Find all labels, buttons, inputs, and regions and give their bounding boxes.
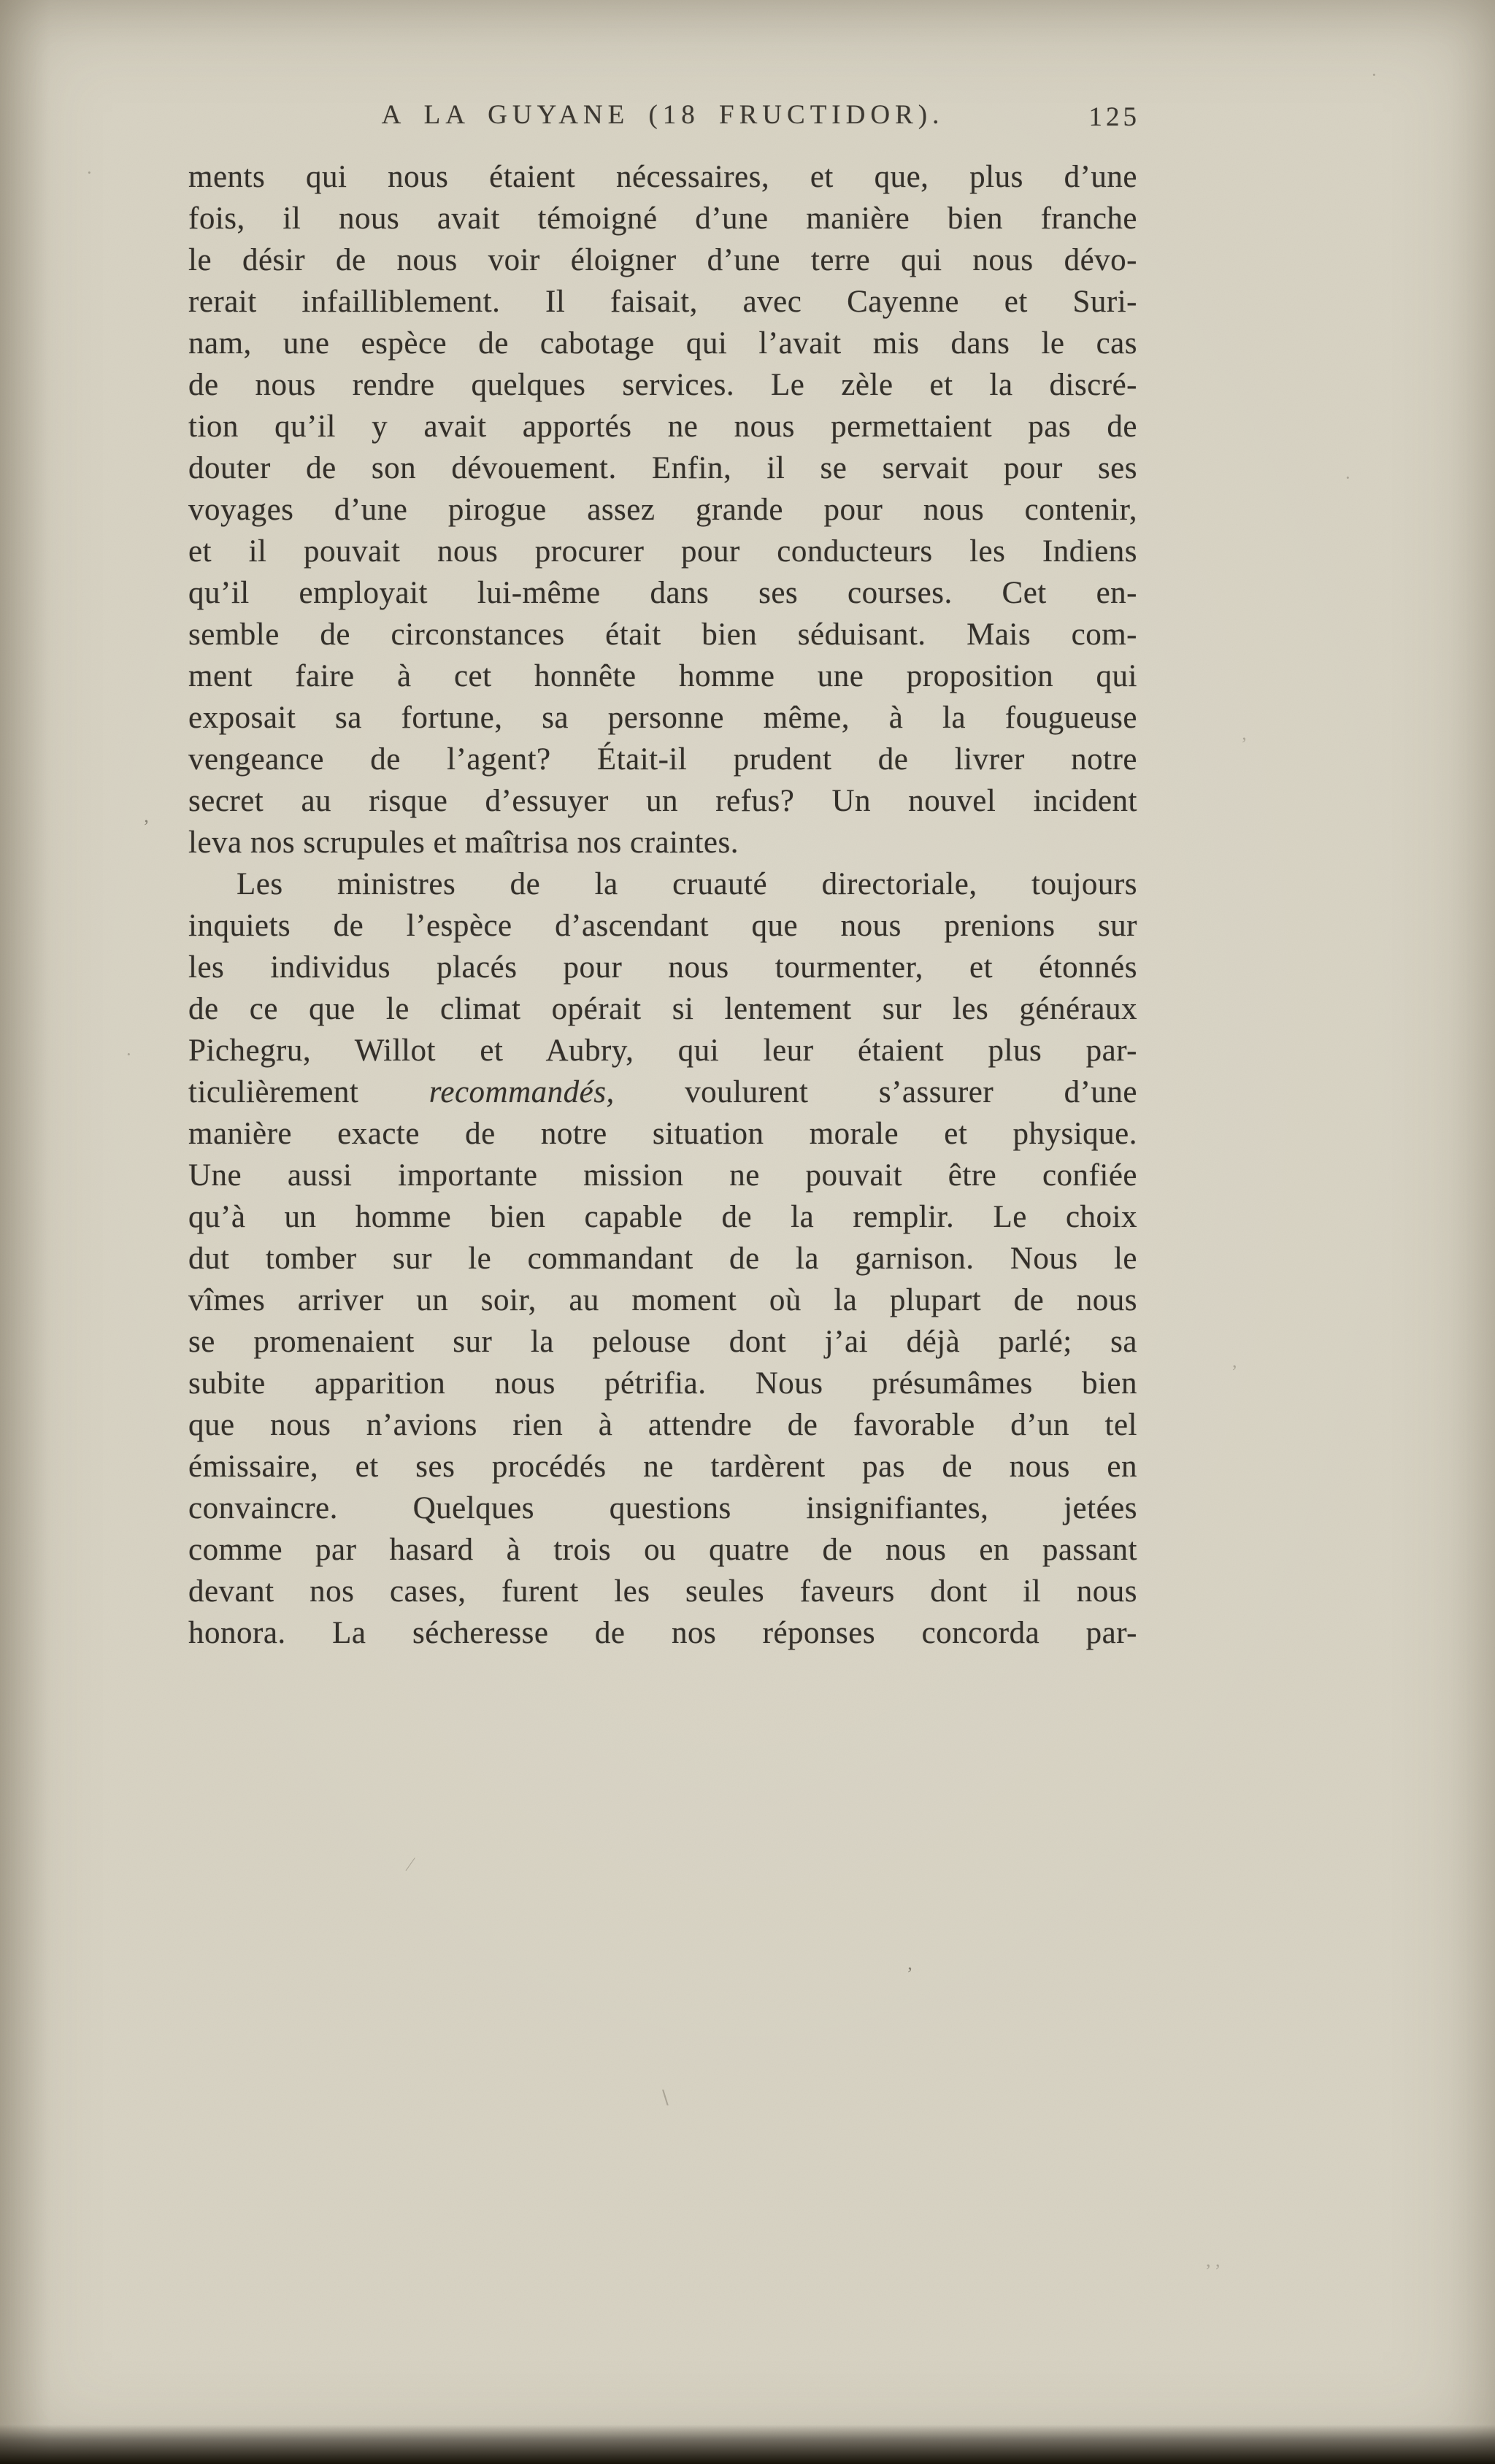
page-bottom-edge-shadow [0,2425,1495,2464]
scan-speck: ’ [143,816,150,837]
text-line: le désir de nous voir éloigner d’une terre qui nous dévo- [188,243,1137,277]
scan-speck: · [1371,64,1377,85]
text-run: ticulièrement [188,1075,429,1109]
text-line: comme par hasard à trois ou quatre de nous en passant [188,1533,1137,1567]
scan-speck: · [86,162,93,183]
text-line: qu’à un homme bien capable de la remplir. Le choix [188,1200,1137,1234]
text-line: dut tomber sur le commandant de la garnison. Nous le [188,1241,1137,1276]
page-gutter-shadow [0,0,51,2464]
scan-speck: ⁄ [409,1854,412,1875]
paragraph [188,156,1137,863]
text-line: rerait infailliblement. Il faisait, avec Cayenne et Suri- [188,285,1137,319]
text-line: que nous n’avions rien à attendre de favorable d’un tel [188,1408,1137,1442]
text-line: devant nos cases, furent les seules faveurs dont il nous [188,1574,1137,1609]
text-line: les individus placés pour nous tourmenter, et étonnés [188,950,1137,985]
text-line: vengeance de l’agent? Était-il prudent de livrer notre [188,742,1137,777]
text-block [188,156,1137,1654]
scan-speck: ‚ [1241,723,1248,744]
text-line: subite apparition nous pétrifia. Nous présumâmes bien [188,1366,1137,1401]
text-line: de ce que le climat opérait si lentement sur les généraux [188,992,1137,1026]
text-line: semble de circonstances était bien séduisant. Mais com- [188,617,1137,652]
text-line: leva nos scrupules et maîtrisa nos craintes. [188,825,739,860]
text-line: manière exacte de notre situation morale et physique. [188,1117,1137,1151]
italic-word: recommandés, [428,1075,615,1109]
scan-speck: ’ [907,1963,913,1984]
text-line: tion qu’il y avait apportés ne nous permettaient pas de [188,409,1137,444]
text-line: convaincre. Quelques questions insignifiantes, jetées [188,1491,1137,1525]
text-line: douter de son dévouement. Enfin, il se servait pour ses [188,451,1137,485]
text-line: fois, il nous avait témoigné d’une manière bien franche [188,201,1137,236]
text-line: de nous rendre quelques services. Le zèle et la discré- [188,368,1137,402]
text-line: exposait sa fortune, sa personne même, à la fougueuse [188,701,1137,735]
page-number: 125 [1088,102,1140,132]
text-line: voyages d’une pirogue assez grande pour nous contenir, [188,493,1137,527]
scan-speck: · [1345,467,1351,488]
chapter-running-title: A LA GUYANE (18 FRUCTIDOR). [381,100,945,130]
text-run: voulurent s’assurer d’une [614,1075,1137,1109]
scan-speck: · [126,1044,132,1065]
text-line: et il pouvait nous procurer pour conducteurs les Indiens [188,534,1137,569]
text-line: se promenaient sur la pelouse dont j’ai déjà parlé; sa [188,1325,1137,1359]
text-line: ments qui nous étaient nécessaires, et que, plus d’une [188,160,1137,194]
text-line: secret au risque d’essuyer un refus? Un nouvel incident [188,784,1137,818]
paragraph [188,863,1137,1654]
text-line: émissaire, et ses procédés ne tardèrent pas de nous en [188,1449,1137,1484]
scan-speck: ∖ [658,2087,671,2109]
text-line: inquiets de l’espèce d’ascendant que nous prenions sur [188,909,1137,943]
text-line: qu’il employait lui-même dans ses courses. Cet en- [188,576,1137,610]
text-line: honora. La sécheresse de nos réponses concorda par- [188,1616,1137,1650]
text-line: Une aussi importante mission ne pouvait être confiée [188,1158,1137,1193]
running-head [188,99,1140,137]
text-line [188,1071,1137,1113]
scan-speck: , , [1206,2249,1221,2271]
text-line: vîmes arriver un soir, au moment où la plupart de nous [188,1283,1137,1317]
text-line: Pichegru, Willot et Aubry, qui leur étaient plus par- [188,1033,1137,1068]
text-line: ment faire à cet honnête homme une proposition qui [188,659,1137,693]
scan-speck: , [1232,1350,1237,1371]
text-line: nam, une espèce de cabotage qui l’avait mis dans le cas [188,326,1137,361]
text-line: Les ministres de la cruauté directoriale, toujours [237,867,1137,901]
